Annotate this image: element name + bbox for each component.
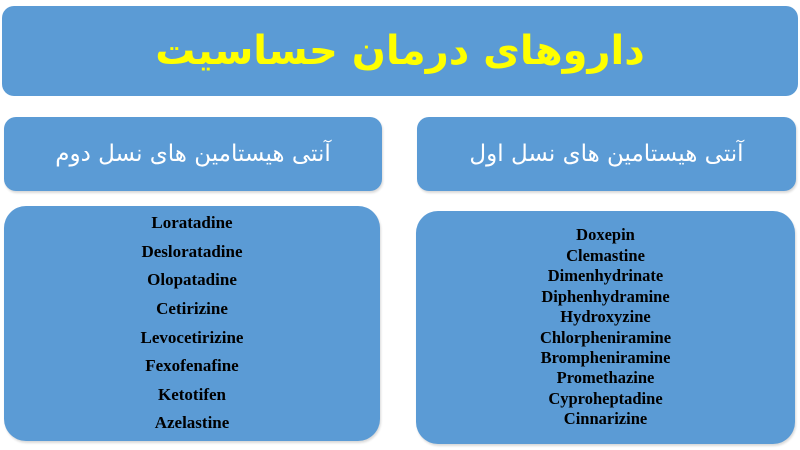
first-generation-header: آنتی هیستامین های نسل اول [469, 141, 744, 167]
second-generation-header-box [4, 117, 382, 191]
drug-item: Cinnarizine [563, 409, 648, 429]
drug-item: Desloratadine [141, 241, 243, 261]
first-generation-drug-list [416, 211, 795, 444]
drug-item: Clemastine [566, 245, 645, 265]
page-title: داروهای درمان حساسیت [155, 28, 645, 74]
drug-item: Cetirizine [156, 298, 228, 318]
drug-item: Fexofenafine [145, 356, 239, 376]
drug-item: Diphenhydramine [541, 286, 670, 306]
second-generation-drug-list [4, 206, 380, 441]
drug-item: Doxepin [576, 225, 635, 245]
drug-item: Promethazine [556, 368, 655, 388]
drug-item: Cyproheptadine [548, 388, 663, 408]
drug-item: Levocetirizine [140, 327, 244, 347]
second-generation-header: آنتی هیستامین های نسل دوم [55, 141, 331, 167]
drug-item: Chlorpheniramine [539, 327, 672, 347]
drug-item: Brompheniramine [540, 347, 671, 367]
first-generation-header-box [417, 117, 796, 191]
title-banner [2, 6, 798, 96]
drug-item: Ketotifen [158, 384, 226, 404]
drug-item: Azelastine [154, 413, 230, 433]
drug-item: Dimenhydrinate [547, 266, 664, 286]
drug-item: Loratadine [151, 213, 233, 233]
drug-item: Hydroxyzine [560, 307, 651, 327]
drug-item: Olopatadine [147, 270, 237, 290]
